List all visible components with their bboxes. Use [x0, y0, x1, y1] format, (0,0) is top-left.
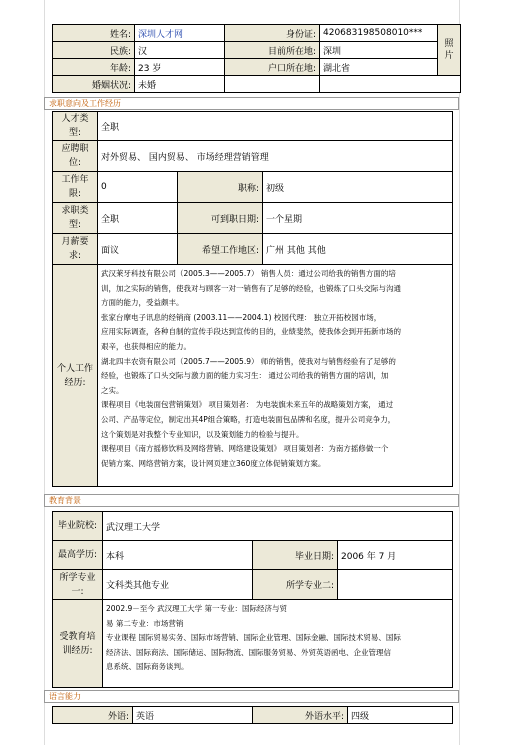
- experience-line: 促销方案、网络营销方案，设计网页建立360度立体促销策划方案。: [101, 458, 326, 468]
- training-text[interactable]: [103, 600, 453, 688]
- level-label: 外语水平:: [253, 707, 348, 724]
- start-label: 可到职日期:: [178, 203, 263, 234]
- section-header-job: 求职意向及工作经历: [44, 97, 459, 110]
- experience-line: 张家台摩电子讯息的经销商 (2003.11——2004.1) 校园代理： 独立开拓校园市场，: [101, 312, 382, 322]
- experience-line: 艰辛，也获得相应的能力。: [101, 341, 191, 351]
- seek-value[interactable]: 全职: [98, 203, 178, 234]
- marital-value[interactable]: 未婚: [135, 76, 225, 93]
- training-line: 2002.9－至今 武汉理工大学 第一专业：国际经济与贸: [106, 604, 288, 613]
- training-line: 专业课程 国际贸易实务、国际市场营销、国际企业管理、国际金融、国际技术贸易、国际: [106, 633, 401, 643]
- empty-cell: [320, 76, 461, 93]
- position-value[interactable]: 对外贸易、 国内贸易、 市场经理营销管理: [98, 141, 453, 172]
- hukou-value[interactable]: 湖北省: [320, 59, 438, 76]
- section-header-lang: 语言能力: [44, 690, 459, 703]
- training-line: 易 第二专业：市场营销: [106, 618, 184, 628]
- experience-line: 课程项目《电装面包营销策划》 项目策划者： 为电装旗未来五年的战略策划方案， 通过: [101, 400, 394, 410]
- start-value[interactable]: 一个星期: [263, 203, 453, 234]
- major1-value[interactable]: 文科类其他专业: [103, 570, 253, 600]
- location-value[interactable]: 深圳: [320, 42, 438, 59]
- seek-label: 求职类型:: [53, 203, 98, 234]
- experience-line: 这个策划是对我整个专业知识，以及策划能力的检验与提升。: [101, 429, 304, 439]
- type-value[interactable]: 全职: [98, 112, 453, 141]
- margin-guide: [459, 0, 460, 745]
- training-line: 息系统、国际商务谈判。: [106, 662, 189, 672]
- experience-line: 应用实际调查，各种自制的宣传手段达到宣传的目的，业绩斐然，使我体会到开拓新市场的: [101, 327, 401, 337]
- major2-label: 所学专业二:: [253, 570, 338, 600]
- experience-line: 武汉莱牙科技有限公司（2005.3——2005.7） 销售人员：通过公司给我的销售方面的培: [101, 269, 396, 278]
- age-value[interactable]: 23 岁: [135, 59, 225, 76]
- section-header-edu: 教育背景: [44, 494, 459, 507]
- type-label: 人才类型:: [53, 112, 98, 141]
- edu-table: [52, 511, 453, 688]
- salary-value[interactable]: 面议: [98, 234, 178, 265]
- position-label: 应聘职位:: [53, 141, 98, 172]
- major2-value[interactable]: [338, 570, 453, 600]
- experience-line: 经验，也锻炼了口头交际与激力面的能力实习生： 通过公司给我的销售方面的培训，加: [101, 371, 389, 381]
- job-table: [52, 111, 453, 487]
- experience-label: 个人工作经历:: [53, 265, 98, 487]
- experience-line: 课程项目《南方摇修饮料及网络营销、网络建设策划》 项目策划者：为南方摇修做一个: [101, 444, 389, 454]
- area-label: 希望工作地区:: [178, 234, 263, 265]
- margin-guide: [44, 0, 45, 745]
- title-label: 职称:: [178, 172, 263, 203]
- basic-info-table: [52, 24, 461, 93]
- hukou-label: 户口所在地:: [225, 59, 320, 76]
- name-label: 姓名:: [53, 25, 135, 42]
- area-value[interactable]: 广州 其他 其他: [263, 234, 453, 265]
- lang-table: [52, 706, 453, 724]
- experience-line: 方面的能力，受益颇丰。: [101, 298, 184, 308]
- training-label: 受教育培训经历:: [53, 600, 103, 688]
- experience-line: 公司、产品等定位，制定出其4P组合策略，打造电装面包品牌和名度，提升公司竞争力，: [101, 414, 396, 424]
- experience-text[interactable]: [98, 265, 453, 487]
- empty-cell: [225, 76, 320, 93]
- age-label: 年龄:: [53, 59, 135, 76]
- marital-label: 婚姻状况:: [53, 76, 135, 93]
- school-value[interactable]: 武汉理工大学: [103, 512, 453, 541]
- major1-label: 所学专业一:: [53, 570, 103, 600]
- id-value[interactable]: 420683198508010***: [320, 25, 438, 42]
- years-label: 工作年限:: [53, 172, 98, 203]
- id-label: 身份证:: [225, 25, 320, 42]
- location-label: 目前所在地:: [225, 42, 320, 59]
- title-value[interactable]: 初级: [263, 172, 453, 203]
- salary-label: 月薪要求:: [53, 234, 98, 265]
- name-value[interactable]: 深圳人才网: [135, 25, 225, 42]
- foreign-label: 外语:: [53, 707, 133, 724]
- training-line: 经济法、国际商法、国际储运、国际物流、国际服务贸易、外贸英语函电、企业管理信: [106, 647, 391, 657]
- level-value[interactable]: 四级: [348, 707, 453, 724]
- grad-value[interactable]: 2006 年 7 月: [338, 541, 453, 570]
- experience-line: 湖北四丰农资有限公司（2005.7——2005.9） 师的销售，使我对与销售经验有了足够的: [101, 356, 396, 366]
- years-value[interactable]: 0: [98, 172, 178, 203]
- experience-line: 之实。: [101, 385, 124, 395]
- grad-label: 毕业日期:: [253, 541, 338, 570]
- degree-label: 最高学历:: [53, 541, 103, 570]
- experience-line: 训，加之实际的销售，使我对与顾客一对一销售有了足够的经验，也锻炼了口头交际与沟通: [101, 283, 401, 293]
- ethnic-value[interactable]: 汉: [135, 42, 225, 59]
- foreign-value[interactable]: 英语: [133, 707, 253, 724]
- photo-cell[interactable]: 照片: [438, 25, 461, 76]
- degree-value[interactable]: 本科: [103, 541, 253, 570]
- ethnic-label: 民族:: [53, 42, 135, 59]
- school-label: 毕业院校:: [53, 512, 103, 541]
